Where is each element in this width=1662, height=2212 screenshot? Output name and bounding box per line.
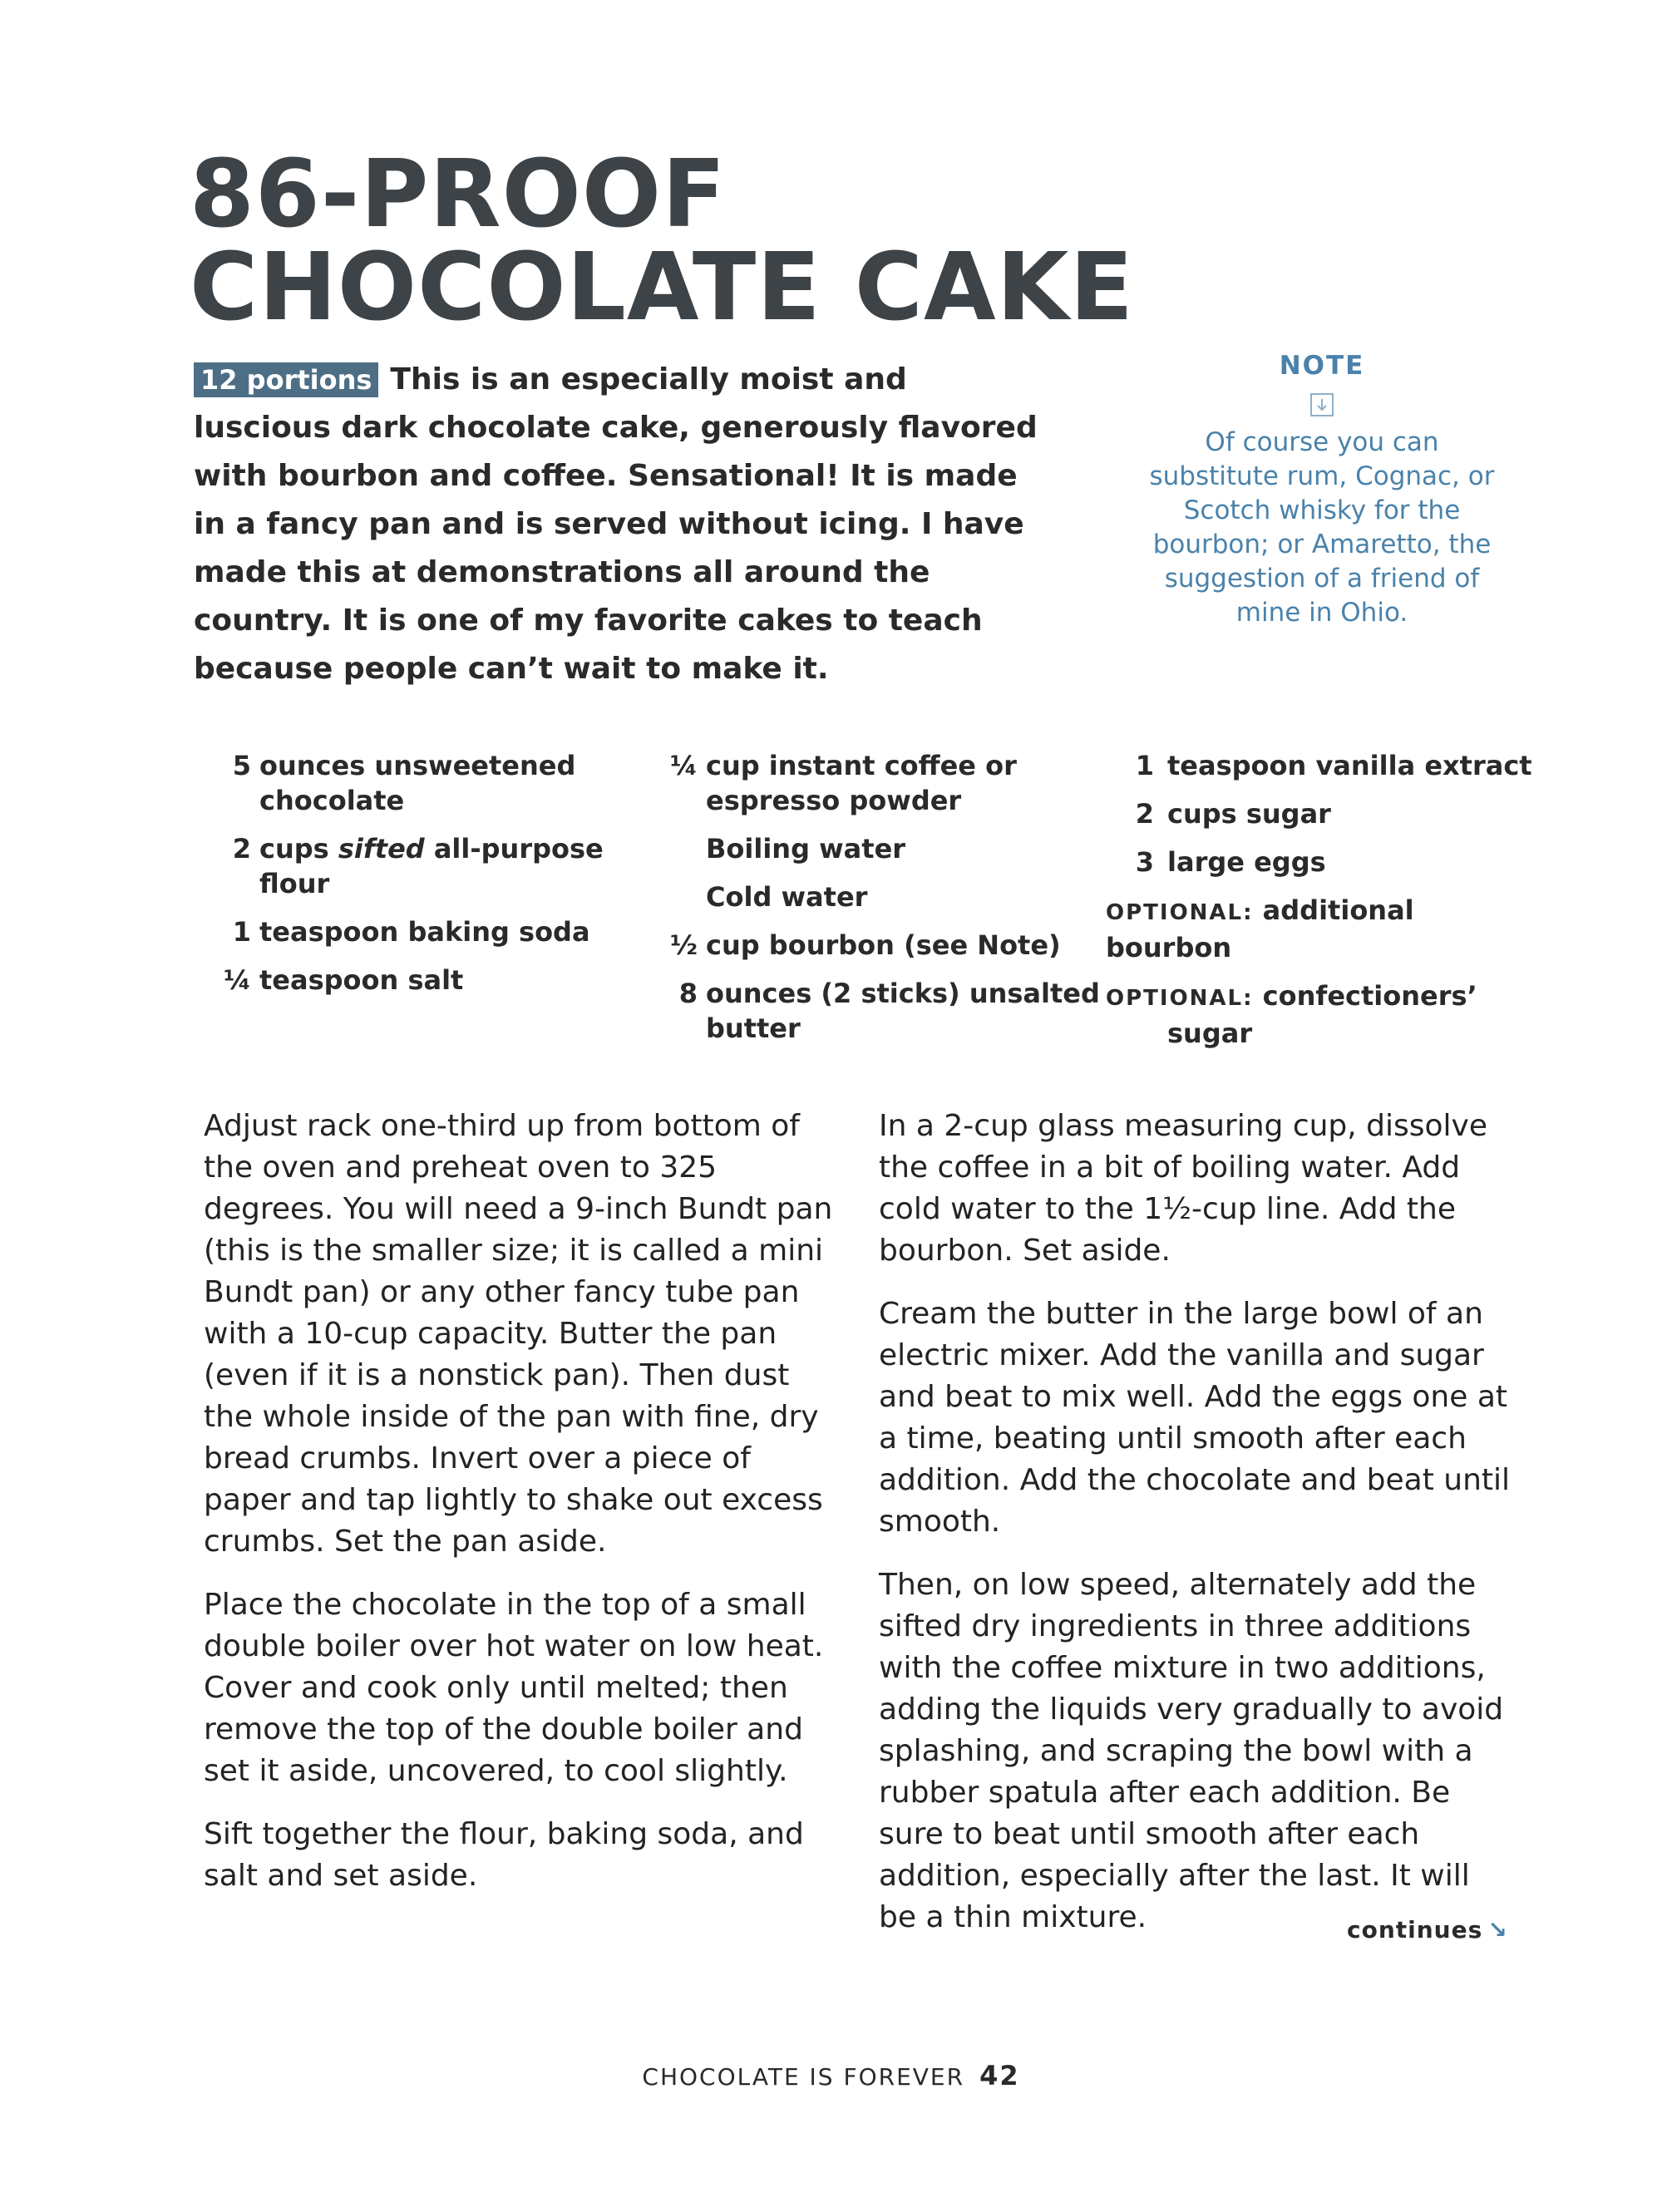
instruction-paragraph: Sift together the flour, baking soda, and salt and set aside.: [204, 1817, 804, 1893]
ingredient-quantity: ¼: [669, 750, 698, 781]
note-heading: NOTE: [1279, 351, 1365, 381]
instructions-right-column: [879, 1106, 1515, 1960]
ingredient-text-continued: sugar: [1167, 1017, 1253, 1049]
optional-ingredient: [1106, 893, 1538, 965]
ingredient-emphasis: sifted: [338, 833, 425, 865]
ingredient-text: cup bourbon (see Note): [706, 929, 1061, 961]
instruction-paragraph: Adjust rack one-third up from bottom of the oven and preheat oven to 325 degrees. You will need a 9-inch Bundt pan (this is the smaller size; it is called a mini Bundt pan) or any other fancy tube pan with a 10-cup capacity. Butter the pan (even if it is a nonstick pan). Then dust the whole inside of the pan with fine, dry bread crumbs. Invert over a piece of paper and tap lightly to shake out excess crumbs. Set the pan aside.: [204, 1109, 833, 1559]
ingredient-quantity: 2: [232, 833, 251, 865]
ingredient-quantity: 2: [1135, 798, 1154, 830]
ingredient-item: [669, 879, 1102, 914]
page-footer: [0, 2060, 1662, 2091]
recipe-intro: [194, 356, 1050, 693]
recipe-title-line-1: 86-PROOF: [190, 140, 727, 249]
ingredient-text: cups: [259, 833, 338, 865]
ingredient-text: cups sugar: [1167, 798, 1331, 830]
portions-badge: 12 portions: [194, 362, 378, 397]
note-box: [1139, 349, 1505, 630]
ingredient-text: Cold water: [706, 881, 868, 913]
ingredient-text: large eggs: [1167, 846, 1326, 878]
ingredients-column-3: [1106, 748, 1538, 1064]
ingredient-quantity: 8: [678, 978, 698, 1009]
ingredient-text: additional bourbon: [1106, 894, 1414, 963]
arrow-down-right-icon: ↘: [1487, 1916, 1508, 1944]
arrow-down-icon: [1309, 392, 1334, 417]
ingredient-item: [223, 963, 614, 998]
ingredient-text: teaspoon salt: [259, 964, 464, 996]
ingredients-column-1: [223, 748, 614, 1011]
ingredient-item: [669, 748, 1102, 818]
ingredient-item: [1106, 748, 1538, 783]
continues-label: continues: [1347, 1916, 1483, 1944]
page-number: 42: [979, 2060, 1020, 2091]
ingredient-text: ounces unsweetened chocolate: [259, 750, 576, 816]
ingredient-text: all-purpose flour: [259, 833, 604, 899]
book-title: CHOCOLATE IS FOREVER: [642, 2063, 965, 2091]
ingredient-quantity: 1: [232, 916, 251, 948]
ingredient-item: [1106, 796, 1538, 831]
ingredients-column-2: [669, 748, 1102, 1059]
ingredient-text: cup instant coffee or espresso powder: [706, 750, 1017, 816]
continues-indicator: [1347, 1916, 1508, 1944]
instruction-paragraph: Then, on low speed, alternately add the sifted dry ingredients in three additions with the coffee mixture in two additions, adding the liquids very gradually to avoid splashing, and scraping the bowl with a rubber spatula after each addition. Be sure to beat until smooth after each addition, especially after the last. It will be a thin mixture.: [879, 1568, 1504, 1934]
ingredient-text: Boiling water: [706, 833, 906, 865]
recipe-title-line-2: CHOCOLATE CAKE: [190, 234, 1134, 342]
recipe-title: [190, 140, 1134, 342]
optional-ingredient: [1106, 978, 1538, 1051]
ingredient-item: [223, 748, 614, 818]
ingredient-item: [223, 914, 614, 949]
optional-label: OPTIONAL:: [1106, 900, 1254, 925]
ingredient-quantity: ½: [669, 929, 698, 961]
ingredient-quantity: 5: [232, 750, 251, 781]
instruction-paragraph: In a 2-cup glass measuring cup, dissolve the coffee in a bit of boiling water. Add cold water to the 1½-cup line. Add the bourbon. Set aside.: [879, 1109, 1488, 1268]
optional-label: OPTIONAL:: [1106, 986, 1254, 1011]
ingredient-item: [669, 976, 1102, 1046]
ingredient-item: [223, 831, 614, 901]
note-text: Of course you can substitute rum, Cognac, or Scotch whisky for the bourbon; or Amaretto, the suggestion of a friend of mine in Ohio.: [1149, 427, 1495, 628]
ingredient-text: teaspoon baking soda: [259, 916, 590, 948]
intro-text: This is an especially moist and luscious dark chocolate cake, generously flavored with bourbon and coffee. Sensational! It is made in a fancy pan and is served without icing. I have made this at demonstrations all around the country. It is one of my favorite cakes to teach because people can’t wait to make it.: [194, 362, 1038, 686]
ingredient-text: ounces (2 sticks) unsalted butter: [706, 978, 1100, 1044]
ingredient-quantity: 1: [1135, 750, 1154, 781]
instructions-left-column: [204, 1106, 844, 1919]
ingredient-text: teaspoon vanilla extract: [1167, 750, 1532, 781]
ingredient-quantity: 3: [1135, 846, 1154, 878]
instruction-paragraph: Cream the butter in the large bowl of an electric mixer. Add the vanilla and sugar and beat to mix well. Add the eggs one at a time, beating until smooth after each addition. Add the chocolate and beat until smooth.: [879, 1297, 1511, 1539]
instruction-paragraph: Place the chocolate in the top of a small double boiler over hot water on low heat. Cover and cook only until melted; then remove the top of the double boiler and set it aside, uncovered, to cool slightly.: [204, 1588, 824, 1788]
ingredient-text: confectioners’: [1262, 980, 1477, 1012]
ingredient-item: [669, 831, 1102, 866]
ingredient-item: [669, 928, 1102, 963]
ingredient-quantity: ¼: [223, 964, 251, 996]
ingredient-item: [1106, 845, 1538, 879]
